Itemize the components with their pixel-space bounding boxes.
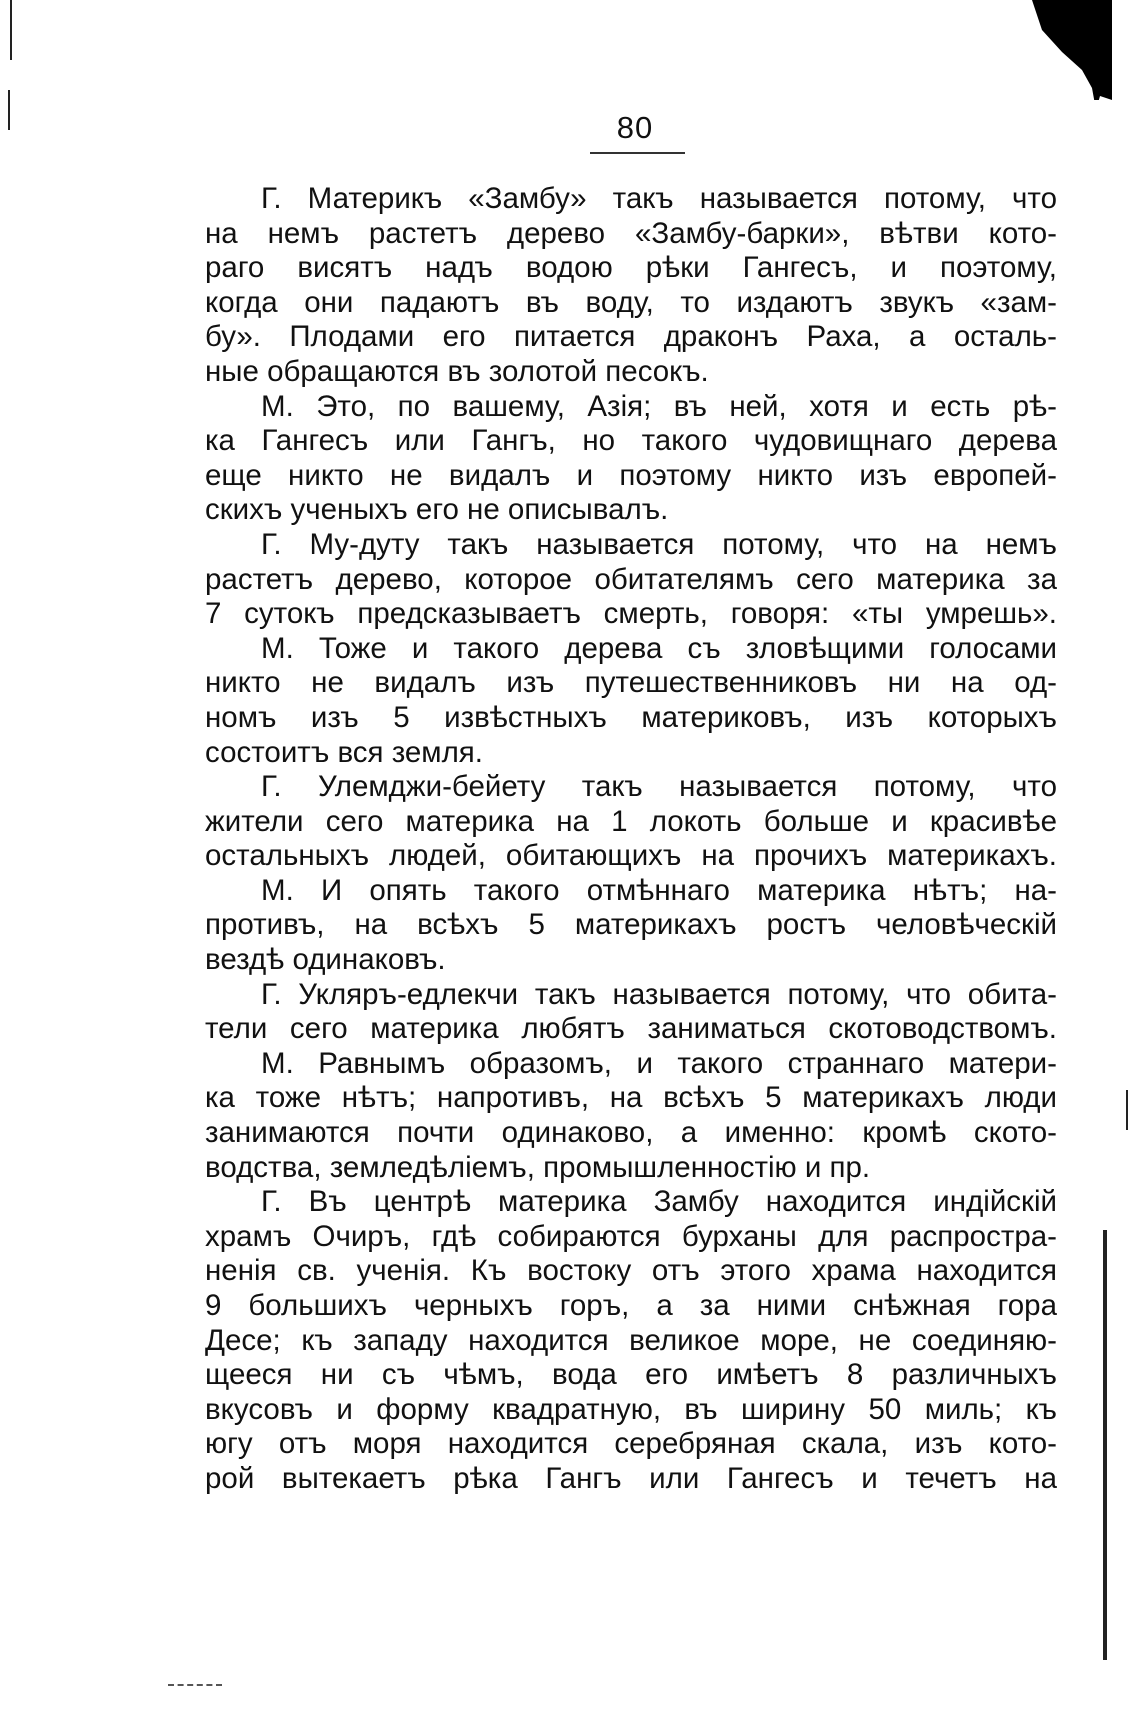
page-number: 80 (616, 110, 654, 145)
text-line: скихъ ученыхъ его не описывалъ. (205, 493, 669, 527)
text-line: Г. Материкъ «Замбу» такъ называется потому, что (261, 182, 1057, 215)
text-line: М. Это, по вашему, Азія; въ ней, хотя и есть рѣ- (261, 389, 1057, 423)
text-line: тели сего материка любятъ заниматься скотоводствомъ. (205, 1012, 1057, 1046)
text-line: водства, земледѣліемъ, промышленностію и пр. (205, 1150, 871, 1184)
text-line: вкусовъ и форму квадратную, въ ширину 50 миль; къ (205, 1392, 1057, 1426)
scan-margin-mark (1103, 1230, 1107, 1660)
text-line: ные обращаются въ золотой песокъ. (205, 354, 709, 388)
scan-footer-mark (168, 1684, 222, 1686)
text-line: номъ изъ 5 извѣстныхъ материковъ, изъ которыхъ (205, 700, 1057, 734)
text-line: 7 сутокъ предсказываетъ смерть, говоря: «ты умрешь». (205, 597, 1057, 631)
text-line: остальныхъ людей, обитающихъ на прочихъ материкахъ. (205, 839, 1057, 873)
text-line: М. И опять такого отмѣннаго материка нѣтъ; на- (261, 873, 1057, 907)
text-line: бу». Плодами его питается драконъ Раха, а осталь- (205, 320, 1057, 354)
text-line: ка тоже нѣтъ; напротивъ, на всѣхъ 5 материкахъ люди (205, 1081, 1057, 1115)
text-line: растетъ дерево, которое обитателямъ сего материка за (205, 562, 1057, 596)
body-text (205, 182, 1057, 1497)
text-line: М. Равнымъ образомъ, и такого страннаго матери- (261, 1046, 1057, 1080)
text-line: 9 большихъ черныхъ горъ, а за ними снѣжная гора (205, 1289, 1057, 1322)
text-line: Г. Въ центрѣ материка Замбу находится индійскій (261, 1185, 1057, 1219)
text-line: храмъ Очиръ, гдѣ собираются бурханы для распростра- (205, 1219, 1057, 1253)
page-number-underline (590, 152, 685, 154)
text-line: Г. Му-дуту такъ называется потому, что на немъ (261, 527, 1057, 561)
text-line: Г. Улемджи-бейету такъ называется потому, что (261, 770, 1057, 804)
text-line: рой вытекаетъ рѣка Гангъ или Гангесъ и течетъ на (205, 1461, 1057, 1495)
text-line: Г. Укляръ-едлекчи такъ называется потому, что обита- (261, 977, 1057, 1011)
text-line: щееся ни съ чѣмъ, вода его имѣетъ 8 различныхъ (205, 1358, 1057, 1392)
scan-margin-mark (10, 0, 12, 60)
text-line: Десе; къ западу находится великое море, не соединяю- (205, 1323, 1057, 1357)
text-line: М. Тоже и такого дерева съ зловѣщими голосами (261, 631, 1057, 665)
text-line: когда они падаютъ въ воду, то издаютъ звукъ «зам- (205, 285, 1057, 319)
text-line: противъ, на всѣхъ 5 материкахъ ростъ человѣческій (205, 908, 1057, 942)
text-line: занимаются почти одинаково, а именно: кромѣ ското- (205, 1116, 1057, 1150)
text-line: состоитъ вся земля. (205, 735, 483, 769)
text-line: раго висятъ надъ водою рѣки Гангесъ, и поэтому, (205, 251, 1057, 285)
text-line: никто не видалъ изъ путешественниковъ ни на од- (205, 666, 1057, 700)
scan-corner-blot (1022, 0, 1112, 100)
text-line: еще никто не видалъ и поэтому никто изъ европей- (205, 458, 1057, 492)
scan-margin-mark (1126, 1090, 1128, 1130)
text-line: ка Гангесъ или Гангъ, но такого чудовищнаго дерева (205, 424, 1057, 458)
text-line: жители сего материка на 1 локоть больше и красивѣе (205, 804, 1057, 838)
text-line: вездѣ одинаковъ. (205, 943, 446, 977)
text-line: на немъ растетъ дерево «Замбу-барки», вѣтви кото- (205, 216, 1057, 250)
text-line: ненія св. ученія. Къ востоку отъ этого храма находится (205, 1254, 1057, 1288)
scan-margin-mark (8, 90, 10, 130)
text-line: югу отъ моря находится серебряная скала, изъ кото- (205, 1427, 1057, 1461)
